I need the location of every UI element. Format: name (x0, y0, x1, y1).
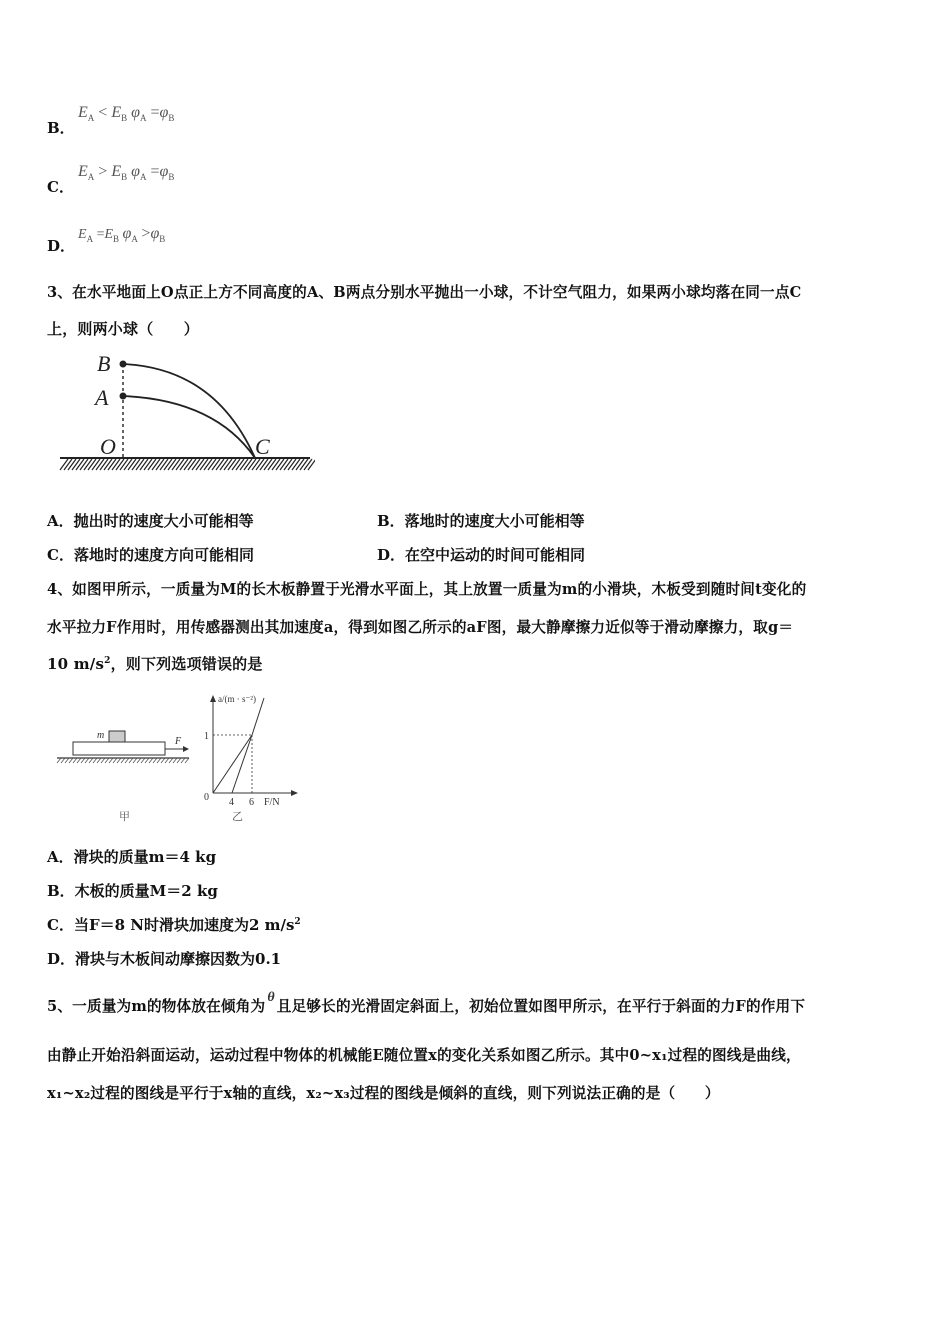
yi-line-2 (232, 735, 252, 793)
q5-stem-line2: 由静止开始沿斜面运动，运动过程中物体的机械能E随位置x的变化关系如图乙所示。其中0~x₁过程的图线是曲线， (47, 1047, 801, 1064)
yi-x-tick-2: 6 (249, 797, 254, 808)
hatch-stroke (100, 459, 108, 470)
q3-choice-d: D．在空中运动的时间可能相同 (377, 546, 586, 564)
hatch-stroke (120, 459, 128, 470)
hatch-stroke (84, 459, 92, 470)
hatch-stroke (68, 459, 76, 470)
hatch-stroke (89, 758, 93, 763)
q4-choice-d: D．滑块与木板间动摩擦因数为0.1 (47, 950, 282, 968)
trajectory-a (123, 396, 255, 458)
hatch-stroke (224, 459, 232, 470)
q4-stem-line3: 10 $m/s^2$，则下列选项错误的是 (47, 655, 263, 673)
hatch-stroke (157, 758, 161, 763)
hatch-stroke (124, 459, 132, 470)
hatch-stroke (72, 459, 80, 470)
label-b: B (97, 351, 111, 376)
hatch-stroke (141, 758, 145, 763)
q3-choice-b: B．落地时的速度大小可能相等 (377, 512, 585, 530)
hatch-stroke (156, 459, 164, 470)
hatch-stroke (76, 459, 84, 470)
hatch-stroke (57, 758, 61, 763)
label-c: C (255, 434, 270, 459)
hatch-stroke (69, 758, 73, 763)
hatch-stroke (160, 459, 168, 470)
hatch-stroke (236, 459, 244, 470)
hatch-stroke (73, 758, 77, 763)
q4-choice-c: C．当F＝8 N时滑块加速度为2 $m/s^2$ (47, 916, 301, 934)
hatch-stroke (168, 459, 176, 470)
hatch-stroke (101, 758, 105, 763)
hatch-stroke (292, 459, 300, 470)
hatch-stroke (145, 758, 149, 763)
hatch-stroke (81, 758, 85, 763)
hatch-stroke (164, 459, 172, 470)
q4-figure-yi (198, 690, 318, 825)
hatch-stroke (172, 459, 180, 470)
option-d-formula: $E_A =E_B$ $\varphi_A >\varphi_B$ (78, 225, 166, 244)
option-c-label: C． (47, 178, 74, 196)
hatch-stroke (161, 758, 165, 763)
hatch-stroke (109, 758, 113, 763)
hatch-stroke (93, 758, 97, 763)
hatch-stroke (128, 459, 136, 470)
hatch-stroke (108, 459, 116, 470)
label-o: O (100, 434, 116, 459)
hatch-stroke (112, 459, 120, 470)
hatch-stroke (136, 459, 144, 470)
yi-origin: 0 (204, 792, 209, 803)
hatch-stroke (232, 459, 240, 470)
hatch-stroke (77, 758, 81, 763)
hatch-stroke (121, 758, 125, 763)
q4-stem-line2: 水平拉力F作用时，用传感器测出其加速度a，得到如图乙所示的aF图，最大静摩擦力近似等于滑动摩擦力，取g＝ (47, 619, 794, 636)
q3-choice-a: A．抛出时的速度大小可能相等 (47, 512, 254, 530)
yi-line-1 (213, 735, 252, 793)
hatch-stroke (208, 459, 216, 470)
hatch-stroke (288, 459, 296, 470)
jia-block (109, 731, 125, 742)
jia-block-label: m (97, 730, 105, 741)
hatch-stroke (244, 459, 252, 470)
hatch-stroke (284, 459, 292, 470)
hatch-stroke (220, 459, 228, 470)
hatch-stroke (216, 459, 224, 470)
option-b-label: B． (47, 119, 75, 137)
hatch-stroke (64, 459, 72, 470)
q5-stem-line1: 5、一质量为m的物体放在倾角为θ且足够长的光滑固定斜面上，初始位置如图甲所示，在平行于斜面的力F的作用下 (47, 990, 806, 1015)
point-b (120, 361, 127, 368)
yi-x-arrow (291, 790, 298, 796)
hatch-stroke (61, 758, 65, 763)
label-a: A (95, 385, 109, 410)
hatch-stroke (85, 758, 89, 763)
hatch-stroke (304, 459, 312, 470)
hatch-stroke (256, 459, 264, 470)
hatch-stroke (173, 758, 177, 763)
hatch-stroke (188, 459, 196, 470)
hatch-stroke (185, 758, 189, 763)
hatch-stroke (88, 459, 96, 470)
yi-y-label: a/(m · s⁻²) (218, 694, 256, 704)
hatch-stroke (260, 459, 268, 470)
hatch-stroke (276, 459, 284, 470)
hatch-stroke (176, 459, 184, 470)
hatch-stroke (181, 758, 185, 763)
hatch-stroke (204, 459, 212, 470)
hatch-stroke (264, 459, 272, 470)
hatch-stroke (113, 758, 117, 763)
hatch-stroke (196, 459, 204, 470)
q3-projectile-figure (55, 348, 315, 480)
hatch-stroke (80, 459, 88, 470)
hatch-stroke (280, 459, 288, 470)
hatch-stroke (152, 459, 160, 470)
trajectory-b (123, 364, 255, 458)
hatch-stroke (248, 459, 256, 470)
yi-caption: 乙 (232, 810, 243, 823)
hatch-stroke (140, 459, 148, 470)
hatch-stroke (65, 758, 69, 763)
hatch-stroke (240, 459, 248, 470)
q3-stem-line2: 上，则两小球（ ） (47, 320, 200, 338)
hatch-stroke (137, 758, 141, 763)
q4-choice-b: B．木板的质量M＝2 kg (47, 882, 218, 900)
q3-stem-line1: 3、在水平地面上O点正上方不同高度的A、B两点分别水平抛出一小球，不计空气阻力，如果两小球均落在同一点C (47, 284, 802, 301)
yi-x-label: F/N (264, 797, 280, 808)
hatch-stroke (132, 459, 140, 470)
hatch-stroke (200, 459, 208, 470)
hatch-stroke (192, 459, 200, 470)
hatch-stroke (177, 758, 181, 763)
option-d-label: D． (47, 237, 76, 255)
hatch-stroke (252, 459, 260, 470)
hatch-stroke (228, 459, 236, 470)
hatch-stroke (116, 459, 124, 470)
hatch-stroke (105, 758, 109, 763)
hatch-stroke (300, 459, 308, 470)
q5-stem-line3: x₁~x₂过程的图线是平行于x轴的直线，x₂~x₃过程的图线是倾斜的直线，则下列说法正确的是（ ） (47, 1085, 720, 1102)
q4-choice-a: A．滑块的质量m＝4 kg (47, 848, 217, 866)
hatch-stroke (268, 459, 276, 470)
hatch-stroke (272, 459, 280, 470)
hatch-stroke (180, 459, 188, 470)
hatch-stroke (153, 758, 157, 763)
hatch-stroke (92, 459, 100, 470)
hatch-stroke (165, 758, 169, 763)
hatch-stroke (125, 758, 129, 763)
hatch-stroke (117, 758, 121, 763)
jia-arrow-head (183, 746, 189, 752)
jia-caption: 甲 (119, 810, 130, 823)
option-c-formula: $E_A > E_B$ $\varphi_A =\varphi_B$ (78, 163, 175, 183)
jia-board (73, 742, 165, 755)
hatch-stroke (60, 459, 68, 470)
hatch-stroke (184, 459, 192, 470)
hatch-stroke (296, 459, 304, 470)
jia-force-label: F (175, 736, 182, 747)
hatch-stroke (148, 459, 156, 470)
yi-y-arrow (210, 695, 216, 702)
point-a (120, 393, 127, 400)
theta-symbol: θ (267, 990, 275, 1005)
q4-stem-line1: 4、如图甲所示，一质量为M的长木板静置于光滑水平面上，其上放置一质量为m的小滑块，木板受到随时间t变化的 (47, 581, 807, 598)
hatch-stroke (212, 459, 220, 470)
q4-figure-jia (55, 722, 195, 827)
hatch-stroke (97, 758, 101, 763)
hatch-stroke (169, 758, 173, 763)
hatch-stroke (104, 459, 112, 470)
option-b-formula: $E_A < E_B$ $\varphi_A =\varphi_B$ (78, 104, 175, 124)
hatch-stroke (144, 459, 152, 470)
yi-x-tick-1: 4 (229, 797, 234, 808)
yi-y-tick: 1 (204, 731, 209, 742)
q3-choice-c: C．落地时的速度方向可能相同 (47, 546, 254, 564)
ground-hatching (60, 458, 315, 470)
hatch-stroke (133, 758, 137, 763)
hatch-stroke (129, 758, 133, 763)
hatch-stroke (96, 459, 104, 470)
hatch-stroke (149, 758, 153, 763)
